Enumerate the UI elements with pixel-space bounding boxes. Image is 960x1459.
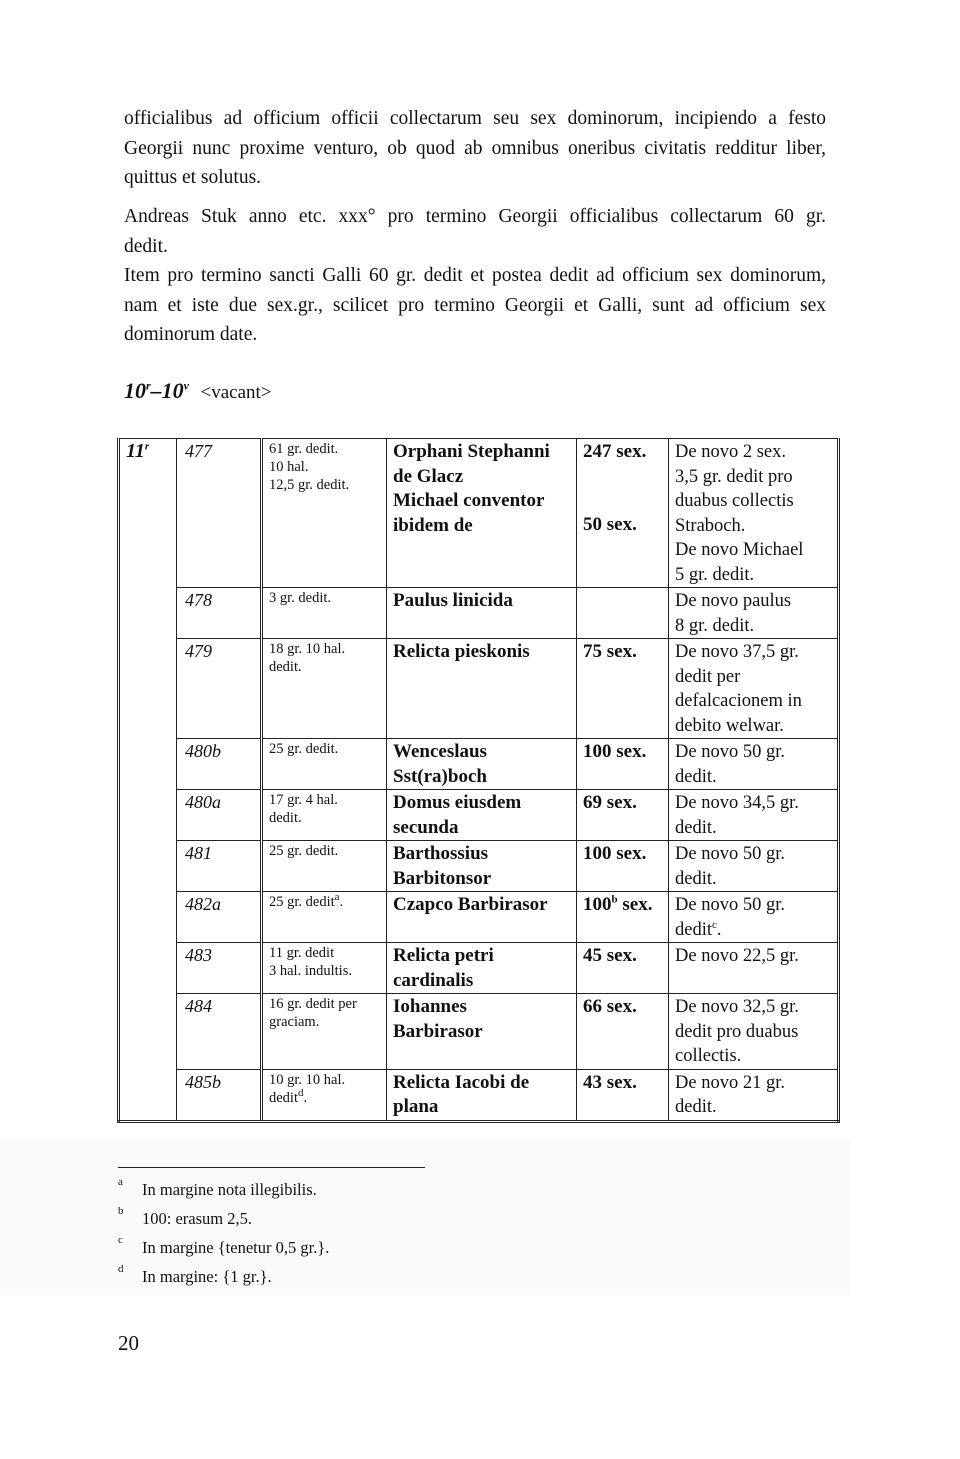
sum-value: 69 sex. bbox=[583, 792, 637, 813]
sum-cell bbox=[577, 439, 669, 588]
folio-cell bbox=[119, 439, 177, 1122]
name-cell bbox=[387, 439, 577, 588]
payment-line bbox=[269, 1086, 380, 1107]
entry-number-cell: 480a bbox=[177, 790, 262, 841]
text-line: officialibus ad officium officii collectarum seu sex dominorum, incipiendo a festo bbox=[124, 108, 826, 129]
sum-value: 66 sex. bbox=[583, 996, 637, 1017]
text-line: Item pro termino sancti Galli 60 gr. dedit et postea dedit ad officium sex dominorum, bbox=[124, 265, 826, 286]
sum-value: 43 sex. bbox=[583, 1071, 637, 1093]
footnote-ref: a bbox=[334, 891, 340, 904]
payment-cell bbox=[262, 739, 387, 790]
note-line: debito welwar. bbox=[675, 715, 784, 736]
sum-value: 45 sex. bbox=[583, 945, 637, 966]
name-line: Barthossius bbox=[393, 843, 489, 864]
note-line: dedit per bbox=[675, 666, 741, 687]
footnote-ref: d bbox=[298, 1086, 304, 1099]
payment-line: 3 hal. indultis. bbox=[269, 963, 352, 979]
payment-text: dedit bbox=[269, 1089, 298, 1106]
payment-line: 11 gr. dedit bbox=[269, 945, 335, 961]
payment-line: 25 gr. dedit. bbox=[269, 741, 339, 757]
text-line: Georgii nunc proxime venturo, ob quod ab omnibus oneribus civitatis redditur liber, bbox=[124, 137, 826, 159]
note-line: De novo 32,5 gr. bbox=[675, 997, 799, 1017]
sum-value: 247 sex. bbox=[583, 441, 647, 462]
table-row bbox=[119, 892, 839, 943]
page-number: 20 bbox=[118, 1331, 139, 1355]
vacant-label: <vacant> bbox=[200, 382, 272, 403]
note-line: De novo 50 gr. bbox=[675, 895, 785, 915]
sum-cell bbox=[577, 790, 669, 841]
paragraph-2 bbox=[124, 202, 826, 261]
note-cell bbox=[669, 790, 839, 841]
name-line: plana bbox=[393, 1096, 439, 1117]
footnote-mark: d bbox=[118, 1263, 124, 1275]
payment-line: 10 gr. 10 hal. bbox=[269, 1071, 346, 1088]
name-line: de Glacz bbox=[393, 465, 464, 487]
note-text: dedit bbox=[675, 919, 712, 940]
paragraph-3 bbox=[124, 261, 826, 350]
note-line: De novo paulus bbox=[675, 591, 792, 611]
name-line: ibidem de bbox=[393, 514, 473, 536]
folio-number: 10 bbox=[161, 378, 184, 403]
name-line: Relicta Iacobi de bbox=[393, 1071, 530, 1093]
table-row bbox=[119, 439, 839, 588]
payment-line: 16 gr. dedit per bbox=[269, 996, 357, 1012]
note-line: dedit. bbox=[675, 868, 717, 889]
note-line: defalcacionem in bbox=[675, 691, 802, 711]
payment-cell bbox=[262, 439, 387, 588]
sum-text: 100 bbox=[583, 894, 612, 915]
text-line: Andreas Stuk anno etc. xxx° pro termino Georgii officialibus collectarum 60 gr. bbox=[124, 206, 826, 227]
note-cell bbox=[669, 439, 839, 588]
note-line: De novo 21 gr. bbox=[675, 1072, 785, 1093]
note-line: 5 gr. dedit. bbox=[675, 564, 755, 585]
folio-number: 11 bbox=[126, 440, 145, 462]
note-line bbox=[675, 918, 831, 943]
note-line: dedit pro duabus bbox=[675, 1021, 799, 1042]
payment-line: dedit. bbox=[269, 810, 302, 826]
note-line: 8 gr. dedit. bbox=[675, 615, 755, 636]
sum-cell bbox=[577, 1069, 669, 1121]
footnote-ref: c bbox=[712, 918, 717, 931]
footnote-text: In margine: {1 gr.}. bbox=[142, 1267, 272, 1286]
note-cell bbox=[669, 639, 839, 739]
paragraph-1 bbox=[124, 104, 826, 193]
name-line: Iohannes bbox=[393, 996, 467, 1017]
payment-cell bbox=[262, 994, 387, 1070]
payment-cell bbox=[262, 588, 387, 639]
footnote-mark: a bbox=[118, 1176, 123, 1188]
entry-number-cell: 483 bbox=[177, 943, 262, 994]
note-line: Straboch. bbox=[675, 515, 746, 536]
table-row bbox=[119, 1069, 839, 1121]
payment-cell bbox=[262, 790, 387, 841]
name-line: Paulus linicida bbox=[393, 590, 513, 611]
note-line: De novo 22,5 gr. bbox=[675, 946, 799, 966]
payment-cell bbox=[262, 639, 387, 739]
payment-line bbox=[269, 893, 380, 911]
entry-number-cell: 479 bbox=[177, 639, 262, 739]
note-line: De novo 34,5 gr. bbox=[675, 793, 799, 813]
table-row bbox=[119, 639, 839, 739]
entry-number-cell: 480b bbox=[177, 739, 262, 790]
note-line: duabus collectis bbox=[675, 491, 794, 511]
payment-end: . bbox=[339, 894, 344, 910]
payment-line: 10 hal. bbox=[269, 459, 309, 475]
table-row bbox=[119, 588, 839, 639]
sum-value: 100 sex. bbox=[583, 843, 647, 864]
name-line: Barbitonsor bbox=[393, 867, 492, 889]
payment-cell bbox=[262, 892, 387, 943]
table-row bbox=[119, 994, 839, 1070]
sum-cell bbox=[577, 588, 669, 639]
note-line: dedit. bbox=[675, 1097, 717, 1117]
payment-line: 12,5 gr. dedit. bbox=[269, 477, 350, 493]
footnote bbox=[118, 1205, 252, 1229]
table-row bbox=[119, 739, 839, 790]
text-line: dedit. bbox=[124, 235, 168, 257]
payment-cell bbox=[262, 1069, 387, 1121]
folio-superscript: r bbox=[146, 378, 151, 393]
entry-number-cell: 481 bbox=[177, 841, 262, 892]
sum-value: 75 sex. bbox=[583, 641, 637, 662]
footnote bbox=[118, 1263, 272, 1287]
name-line: secunda bbox=[393, 816, 459, 838]
name-cell bbox=[387, 943, 577, 994]
ledger-table bbox=[117, 438, 840, 1123]
payment-line: 17 gr. 4 hal. bbox=[269, 792, 338, 808]
footnote bbox=[118, 1176, 317, 1200]
sum-gap bbox=[583, 489, 662, 513]
table-row bbox=[119, 790, 839, 841]
note-cell bbox=[669, 1069, 839, 1121]
note-line: 3,5 gr. dedit pro bbox=[675, 466, 793, 487]
note-line: De novo 37,5 gr. bbox=[675, 642, 799, 662]
note-line: De novo 2 sex. bbox=[675, 442, 786, 462]
payment-line: dedit. bbox=[269, 659, 302, 675]
sum-end: sex. bbox=[617, 894, 653, 915]
folio-number: 10 bbox=[124, 378, 146, 403]
payment-line: 61 gr. dedit. bbox=[269, 441, 339, 457]
footnote-mark: b bbox=[118, 1205, 124, 1217]
text-line: dominorum date. bbox=[124, 324, 258, 345]
note-cell bbox=[669, 739, 839, 790]
note-line: De novo 50 gr. bbox=[675, 844, 785, 864]
sum-cell bbox=[577, 943, 669, 994]
sum-value: 100 sex. bbox=[583, 741, 647, 762]
folio-superscript: r bbox=[144, 440, 150, 453]
sum-cell bbox=[577, 739, 669, 790]
name-line: cardinalis bbox=[393, 969, 474, 991]
note-line: dedit. bbox=[675, 766, 717, 787]
name-cell bbox=[387, 994, 577, 1070]
payment-line: graciam. bbox=[269, 1014, 320, 1030]
note-line: De novo 50 gr. bbox=[675, 742, 785, 762]
payment-cell bbox=[262, 841, 387, 892]
entry-number-cell: 484 bbox=[177, 994, 262, 1070]
footnote-ref: b bbox=[611, 893, 618, 906]
note-line: De novo Michael bbox=[675, 540, 804, 560]
note-line: collectis. bbox=[675, 1046, 742, 1066]
footnote-text: In margine {tenetur 0,5 gr.}. bbox=[142, 1238, 330, 1257]
name-cell bbox=[387, 739, 577, 790]
name-line: Orphani Stephanni bbox=[393, 441, 550, 462]
note-cell bbox=[669, 994, 839, 1070]
payment-line: 18 gr. 10 hal. bbox=[269, 641, 346, 657]
folio-dash: – bbox=[150, 378, 162, 403]
footnote-text: In margine nota illegibilis. bbox=[142, 1180, 317, 1199]
name-cell bbox=[387, 892, 577, 943]
entry-number-cell: 477 bbox=[177, 439, 262, 588]
sum-cell bbox=[577, 892, 669, 943]
entry-number-cell: 482a bbox=[177, 892, 262, 943]
sum-value: 50 sex. bbox=[583, 513, 637, 535]
note-cell bbox=[669, 943, 839, 994]
sum-cell bbox=[577, 994, 669, 1070]
name-line: Relicta petri bbox=[393, 945, 494, 966]
payment-line: 3 gr. dedit. bbox=[269, 590, 332, 606]
text-line: quittus et solutus. bbox=[124, 167, 262, 188]
payment-cell bbox=[262, 943, 387, 994]
name-cell bbox=[387, 1069, 577, 1121]
payment-end: . bbox=[303, 1089, 308, 1106]
name-line: Wenceslaus bbox=[393, 741, 487, 762]
folio-heading bbox=[124, 378, 272, 404]
payment-line: 25 gr. dedit. bbox=[269, 843, 339, 859]
name-line: Czapco Barbirasor bbox=[393, 894, 548, 915]
note-line: dedit. bbox=[675, 817, 717, 838]
folio-superscript: v bbox=[183, 378, 189, 393]
name-line: Relicta pieskonis bbox=[393, 641, 530, 662]
name-line: Michael conventor bbox=[393, 490, 545, 511]
text-line: nam et iste due sex.gr., scilicet pro termino Georgii et Galli, sunt ad officium sex bbox=[124, 294, 826, 316]
name-cell bbox=[387, 588, 577, 639]
ledger-body bbox=[119, 439, 839, 1122]
entry-number-cell: 478 bbox=[177, 588, 262, 639]
table-row bbox=[119, 943, 839, 994]
table-row bbox=[119, 841, 839, 892]
note-cell bbox=[669, 588, 839, 639]
name-cell bbox=[387, 841, 577, 892]
name-line: Sst(ra)boch bbox=[393, 765, 487, 787]
name-cell bbox=[387, 790, 577, 841]
sum-gap bbox=[583, 465, 662, 489]
note-end: . bbox=[716, 919, 722, 940]
footnote-mark: c bbox=[118, 1234, 123, 1246]
note-cell bbox=[669, 841, 839, 892]
name-line: Domus eiusdem bbox=[393, 792, 522, 813]
footnote-rule bbox=[118, 1167, 425, 1168]
note-cell bbox=[669, 892, 839, 943]
footnote bbox=[118, 1234, 330, 1258]
name-cell bbox=[387, 639, 577, 739]
entry-number-cell: 485b bbox=[177, 1069, 262, 1121]
name-line: Barbirasor bbox=[393, 1020, 483, 1042]
sum-cell bbox=[577, 841, 669, 892]
footnote-text: 100: erasum 2,5. bbox=[142, 1209, 252, 1228]
payment-text: 25 gr. dedit bbox=[269, 894, 335, 910]
sum-cell bbox=[577, 639, 669, 739]
